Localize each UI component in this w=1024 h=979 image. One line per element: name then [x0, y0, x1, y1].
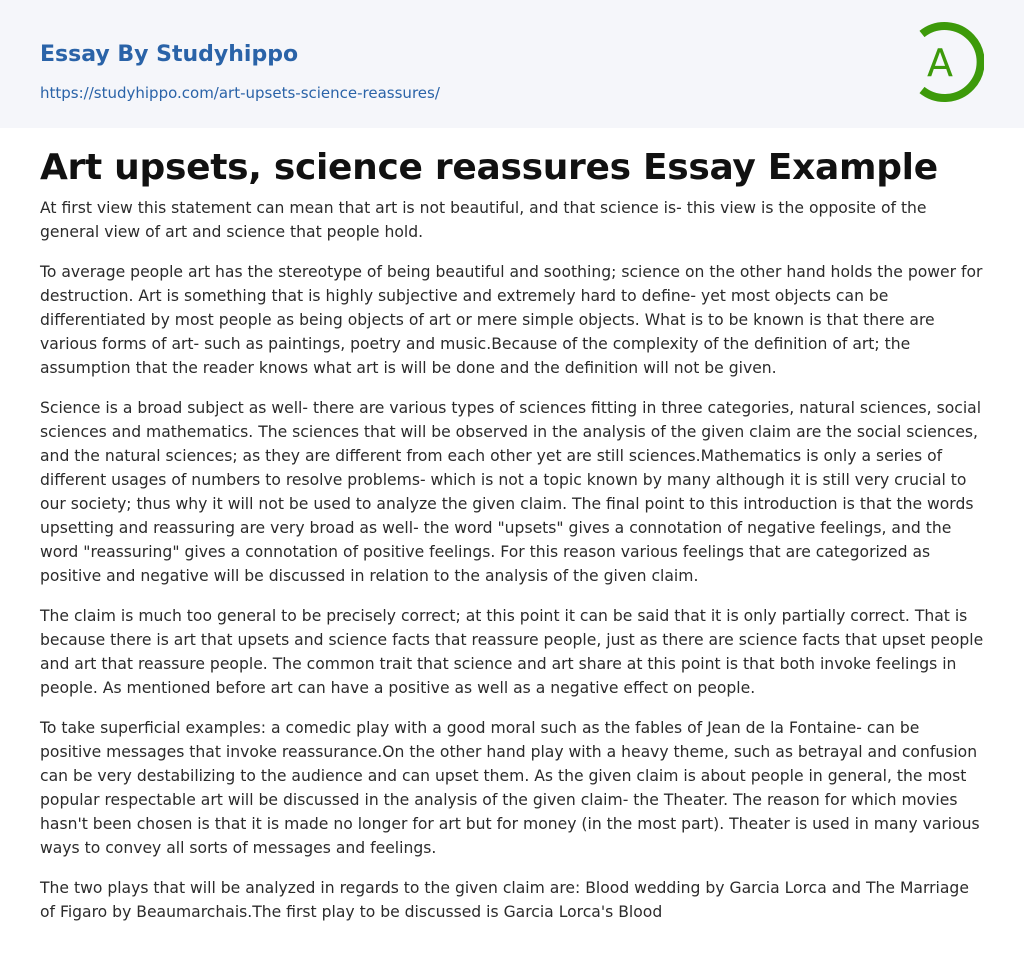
- essay-paragraph: To take superficial examples: a comedic play with a good moral such as the fables of Jean de la Fontaine- can be positive messages that invoke reassurance.On the other hand play with a heavy theme, such as betrayal and confusion can be very destabilizing to the audience and can upset them. As the given claim is about people in general, the most popular respectable art will be discussed in the analysis of the given claim- the Theater. The reason for which movies hasn't been chosen is that it is made no longer for art but for money (in the most part). Theater is used in many various ways to convey all sorts of messages and feelings.: [40, 719, 980, 857]
- essay-content: [0, 128, 1024, 924]
- studyhippo-logo-icon: [912, 20, 984, 104]
- essay-paragraph: Science is a broad subject as well- there are various types of sciences fitting in three categories, natural sciences, social sciences and mathematics. The sciences that will be observed in the analysis of the given claim are the social sciences, and the natural sciences; as they are different from each other yet are still sciences.Mathematics is only a series of different usages of numbers to resolve problems- which is not a topic known by many although it is still very crucial to our society; thus why it will not be used to analyze the given claim. The final point to this introduction is that the words upsetting and reassuring are very broad as well- the word "upsets" gives a connotation of negative feelings, and the word "reassuring" gives a connotation of positive feelings. For this reason various feelings that are categorized as positive and negative will be discussed in relation to the analysis of the given claim.: [40, 399, 982, 585]
- essay-paragraph: At first view this statement can mean that art is not beautiful, and that science is- this view is the opposite of the general view of art and science that people hold.: [40, 199, 927, 241]
- svg-text:A: A: [927, 41, 953, 85]
- essay-paragraph: To average people art has the stereotype of being beautiful and soothing; science on the other hand holds the power for destruction. Art is something that is highly subjective and extremely hard to define- yet most objects can be differentiated by most people as being objects of art or mere simple objects. What is to be known is that there are various forms of art- such as paintings, poetry and music.Because of the complexity of the definition of art; the assumption that the reader knows what art is will be done and the definition will not be given.: [40, 263, 983, 377]
- site-header: [0, 0, 1024, 128]
- source-url-link[interactable]: https://studyhippo.com/art-upsets-science-reassures/: [40, 84, 440, 102]
- essay-paragraph: The claim is much too general to be precisely correct; at this point it can be said that it is only partially correct. That is because there is art that upsets and science facts that reassure people, just as there are science facts that upset people and art that reassure people. The common trait that science and art share at this point is that both invoke feelings in people. As mentioned before art can have a positive as well as a negative effect on people.: [40, 607, 984, 697]
- brand-title: Essay By Studyhippo: [40, 42, 299, 67]
- essay-paragraph: The two plays that will be analyzed in regards to the given claim are: Blood wedding by Garcia Lorca and The Marriage of Figaro by Beaumarchais.The first play to be discussed is Garcia Lorca's Blood: [40, 879, 969, 921]
- page-title: Art upsets, science reassures Essay Example: [40, 147, 938, 188]
